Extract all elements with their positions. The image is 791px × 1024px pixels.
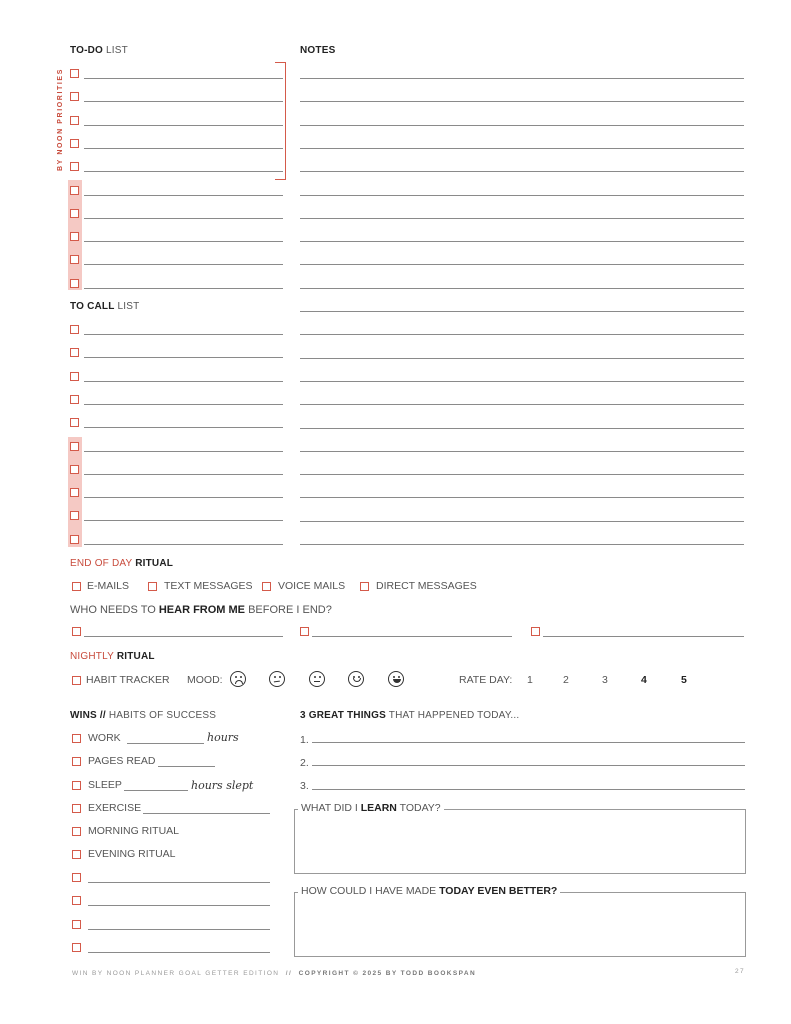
notes-line-13-line[interactable] [300,358,744,359]
morning-ritual-label: MORNING RITUAL [88,825,180,837]
todo-item-7-checkbox[interactable] [70,209,79,218]
great-thing-line-3[interactable] [312,789,745,790]
better-box[interactable] [294,892,746,957]
todo-item-5-line[interactable] [84,171,283,172]
call-item-9-line[interactable] [84,520,283,521]
direct-messages-checkbox[interactable] [360,582,369,591]
notes-line-5-line[interactable] [300,171,744,172]
direct-messages-label: DIRECT MESSAGES [376,580,477,592]
sleep-line[interactable] [124,790,188,791]
hear-from-me-question: WHO NEEDS TO HEAR FROM ME BEFORE I END? [70,604,332,616]
voice-mails-checkbox[interactable] [262,582,271,591]
notes-line-2-line[interactable] [300,101,744,102]
work-label: WORK [88,732,121,744]
hear-from-me-line-1[interactable] [84,636,283,637]
notes-line-8-line[interactable] [300,241,744,242]
very-sad-face-icon[interactable] [230,671,246,687]
notes-line-19-line[interactable] [300,497,744,498]
notes-line-12-line[interactable] [300,334,744,335]
call-item-1-line[interactable] [84,334,283,335]
mood-label: MOOD: [187,674,223,686]
evening-ritual-checkbox[interactable] [72,850,81,859]
work-suffix: hours [207,731,239,744]
call-item-3-line[interactable] [84,381,283,382]
hear-from-me-checkbox-1[interactable] [72,627,81,636]
call-item-4-checkbox[interactable] [70,395,79,404]
tocall-title: TO CALL LIST [70,301,140,312]
hear-from-me-checkbox-2[interactable] [300,627,309,636]
pages-read-line[interactable] [158,766,215,767]
todo-item-8-checkbox[interactable] [70,232,79,241]
happy-face-icon[interactable] [348,671,364,687]
work-checkbox[interactable] [72,734,81,743]
notes-line-15-line[interactable] [300,404,744,405]
notes-line-10-line[interactable] [300,288,744,289]
todo-item-1-checkbox[interactable] [70,69,79,78]
pages-read-checkbox[interactable] [72,757,81,766]
great-things-title: 3 GREAT THINGS THAT HAPPENED TODAY... [300,710,520,721]
todo-title: TO-DO LIST [70,45,128,56]
wins-blank-2-line[interactable] [88,905,270,906]
todo-item-6-checkbox[interactable] [70,186,79,195]
habit-tracker-label: HABIT TRACKER [86,674,170,686]
call-item-6-line[interactable] [84,451,283,452]
learn-label: WHAT DID I LEARN TODAY? [298,802,444,814]
emails-checkbox[interactable] [72,582,81,591]
page-number: 27 [735,968,746,975]
sleep-label: SLEEP [88,779,122,791]
notes-line-17-line[interactable] [300,451,744,452]
call-item-6-checkbox[interactable] [70,442,79,451]
sleep-suffix: hours slept [191,779,254,792]
notes-line-18-line[interactable] [300,474,744,475]
call-item-1-checkbox[interactable] [70,325,79,334]
end-of-day-title: END OF DAY RITUAL [70,558,174,569]
notes-line-7-line[interactable] [300,218,744,219]
footer-text: WIN BY NOON PLANNER GOAL GETTER EDITION // COPYRIGHT © 2025 BY TODD BOOKSPAN [72,970,477,977]
rate-5[interactable]: 5 [681,674,687,686]
notes-line-4-line[interactable] [300,148,744,149]
todo-item-5-checkbox[interactable] [70,162,79,171]
priority-bracket [275,62,286,180]
rate-day-label: RATE DAY: [459,674,513,686]
hear-from-me-line-2[interactable] [312,636,512,637]
notes-line-11-line[interactable] [300,311,744,312]
great-thing-number-1: 1. [300,734,309,746]
call-item-7-checkbox[interactable] [70,465,79,474]
notes-line-3-line[interactable] [300,125,744,126]
todo-item-2-line[interactable] [84,101,283,102]
todo-item-4-line[interactable] [84,148,283,149]
call-item-7-line[interactable] [84,474,283,475]
great-thing-number-2: 2. [300,757,309,769]
work-line[interactable] [127,743,204,744]
better-label: HOW COULD I HAVE MADE TODAY EVEN BETTER? [298,885,560,897]
call-item-10-checkbox[interactable] [70,535,79,544]
exercise-line[interactable] [143,813,270,814]
call-item-10-line[interactable] [84,544,283,545]
todo-item-2-checkbox[interactable] [70,92,79,101]
notes-line-20-line[interactable] [300,521,744,522]
wins-title: WINS // HABITS OF SUCCESS [70,710,217,721]
habit-tracker-checkbox[interactable] [72,676,81,685]
wins-blank-1-checkbox[interactable] [72,873,81,882]
notes-line-6-line[interactable] [300,195,744,196]
wins-blank-1-line[interactable] [88,882,270,883]
call-item-3-checkbox[interactable] [70,372,79,381]
great-thing-line-2[interactable] [312,765,745,766]
text-messages-checkbox[interactable] [148,582,157,591]
call-item-4-line[interactable] [84,404,283,405]
notes-line-1-line[interactable] [300,78,744,79]
evening-ritual-label: EVENING RITUAL [88,848,176,860]
notes-line-14-line[interactable] [300,381,744,382]
exercise-label: EXERCISE [88,802,142,814]
notes-line-9-line[interactable] [300,264,744,265]
wins-blank-3-line[interactable] [88,929,270,930]
call-item-9-checkbox[interactable] [70,511,79,520]
wins-blank-2-checkbox[interactable] [72,896,81,905]
call-item-5-line[interactable] [84,427,283,428]
sad-face-icon[interactable] [269,671,285,687]
rate-1[interactable]: 1 [527,674,533,686]
sleep-checkbox[interactable] [72,781,81,790]
rate-2[interactable]: 2 [563,674,569,686]
very-happy-face-icon[interactable] [388,671,404,687]
pages-read-label: PAGES READ [88,755,156,767]
todo-item-9-line[interactable] [84,264,283,265]
morning-ritual-checkbox[interactable] [72,827,81,836]
exercise-checkbox[interactable] [72,804,81,813]
notes-line-16-line[interactable] [300,428,744,429]
todo-item-8-line[interactable] [84,241,283,242]
todo-item-10-checkbox[interactable] [70,279,79,288]
nightly-title: NIGHTLY RITUAL [70,651,155,662]
text-messages-label: TEXT MESSAGES [164,580,253,592]
todo-item-4-checkbox[interactable] [70,139,79,148]
wins-blank-4-line[interactable] [88,952,270,953]
todo-item-7-line[interactable] [84,218,283,219]
wins-blank-3-checkbox[interactable] [72,920,81,929]
call-item-8-line[interactable] [84,497,283,498]
voice-mails-label: VOICE MAILS [278,580,346,592]
todo-item-10-line[interactable] [84,288,283,289]
great-thing-number-3: 3. [300,780,309,792]
call-item-5-checkbox[interactable] [70,418,79,427]
priority-label: BY NOON PRIORITIES [57,68,64,171]
todo-item-1-line[interactable] [84,78,283,79]
wins-blank-4-checkbox[interactable] [72,943,81,952]
learn-box[interactable] [294,809,746,874]
call-item-8-checkbox[interactable] [70,488,79,497]
neutral-face-icon[interactable] [309,671,325,687]
call-item-2-line[interactable] [84,357,283,358]
todo-item-9-checkbox[interactable] [70,255,79,264]
great-thing-line-1[interactable] [312,742,745,743]
notes-line-21-line[interactable] [300,544,744,545]
call-item-2-checkbox[interactable] [70,348,79,357]
todo-item-6-line[interactable] [84,195,283,196]
emails-label: E-MAILS [87,580,130,592]
hear-from-me-line-3[interactable] [543,636,744,637]
rate-3[interactable]: 3 [602,674,608,686]
notes-title: NOTES [300,45,336,56]
rate-4[interactable]: 4 [641,674,647,686]
hear-from-me-checkbox-3[interactable] [531,627,540,636]
todo-item-3-checkbox[interactable] [70,116,79,125]
todo-item-3-line[interactable] [84,125,283,126]
